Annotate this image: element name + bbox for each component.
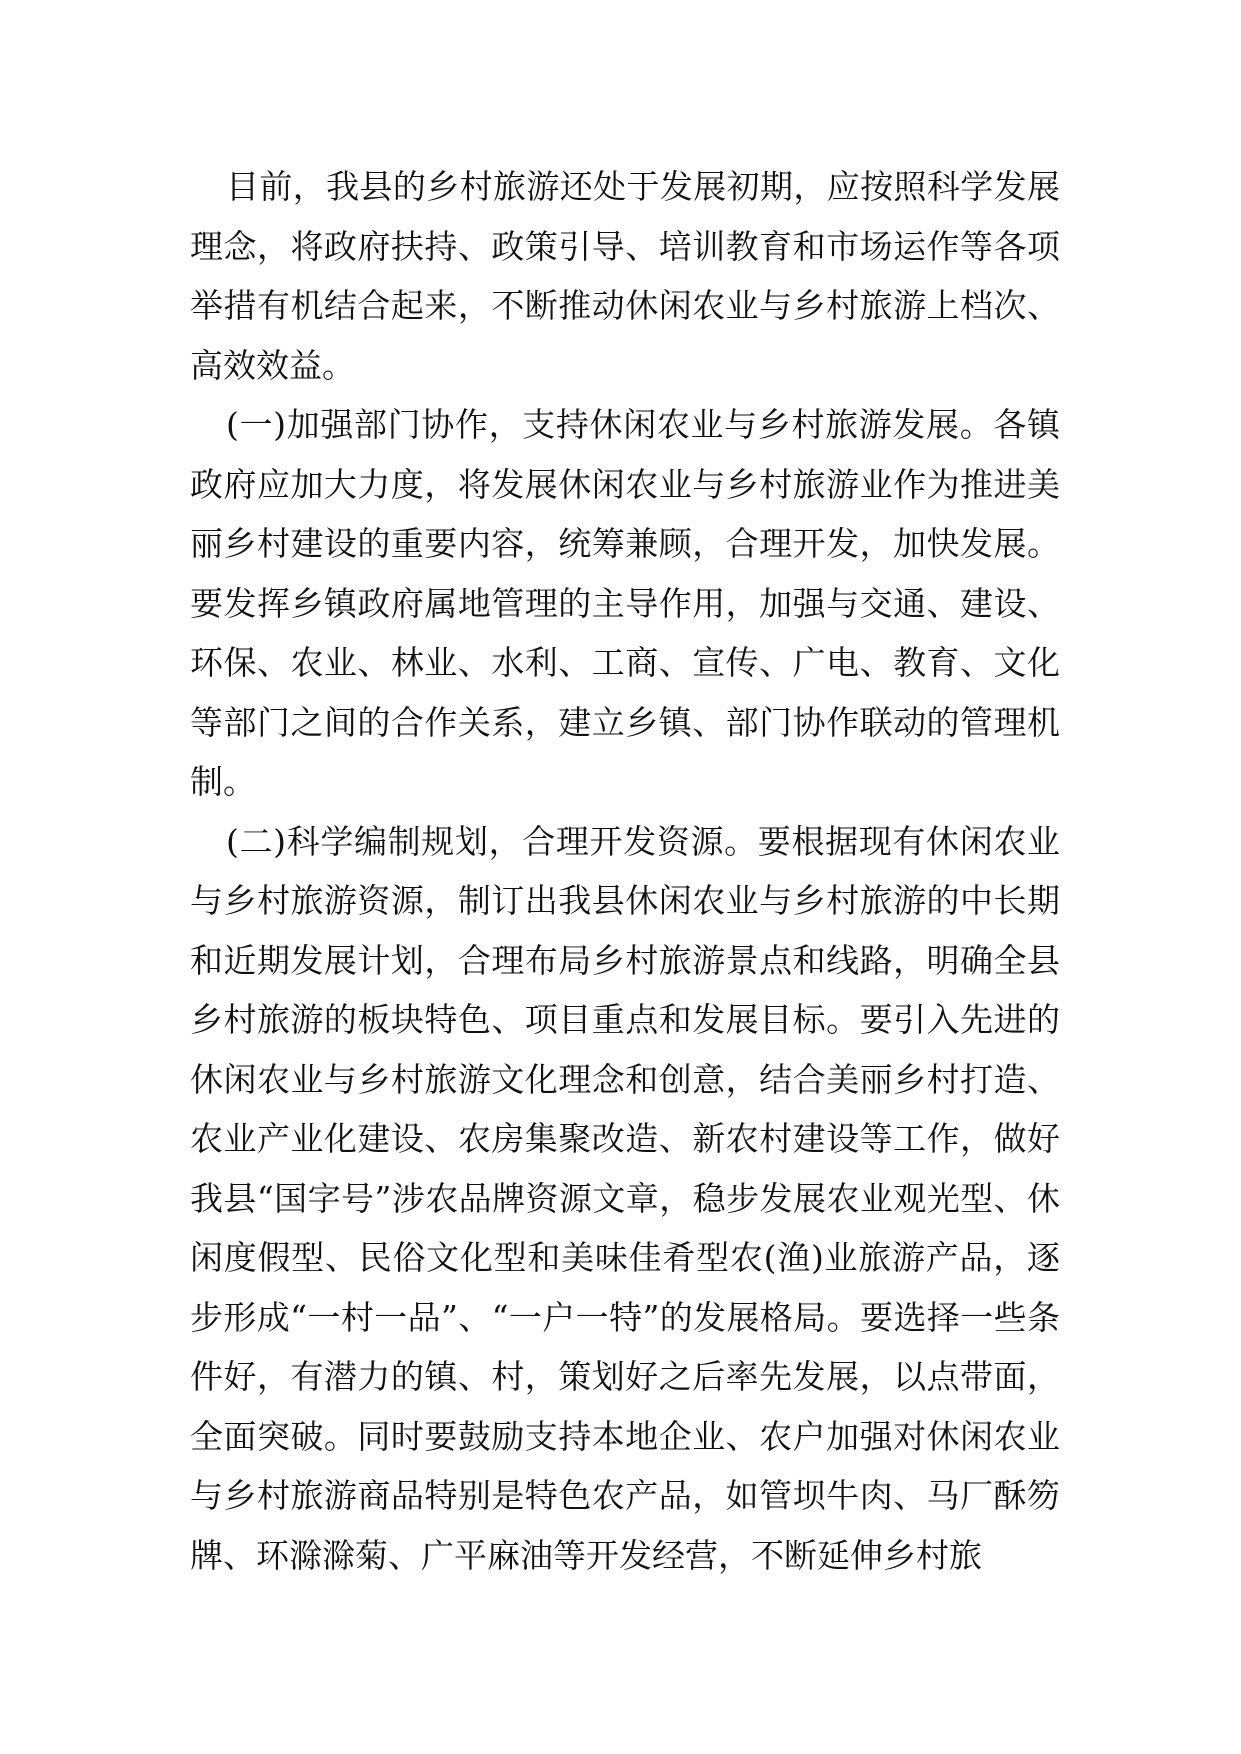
paragraph-intro: 目前，我县的乡村旅游还处于发展初期，应按照科学发展理念，将政府扶持、政策引导、培训教育和市场运作等各项举措有机结合起来，不断推动休闲农业与乡村旅游上档次、高效效益。 [190,167,1060,385]
paragraph-section-1: (一)加强部门协作，支持休闲农业与乡村旅游发展。各镇政府应加大力度，将发展休闲农业与乡村旅游业作为推进美丽乡村建设的重要内容，统筹兼顾，合理开发，加快发展。要发挥乡镇政府属地管理的主导作用，加强与交通、建设、环保、农业、林业、水利、工商、宣传、广电、教育、文化等部门之间的合作关系，建立乡镇、部门协作联动的管理机制。 [190,405,1060,801]
paragraph-section-2: (二)科学编制规划，合理开发资源。要根据现有休闲农业与乡村旅游资源，制订出我县休闲农业与乡村旅游的中长期和近期发展计划，合理布局乡村旅游景点和线路，明确全县乡村旅游的板块特色、项目重点和发展目标。要引入先进的休闲农业与乡村旅游文化理念和创意，结合美丽乡村打造、农业产业化建设、农房集聚改造、新农村建设等工作，做好我县“国字号”涉农品牌资源文章，稳步发展农业观光型、休闲度假型、民俗文化型和美味佳肴型农(渔)业旅游产品，逐步形成“一村一品”、“一户一特”的发展格局。要选择一些条件好，有潜力的镇、村，策划好之后率先发展，以点带面，全面突破。同时要鼓励支持本地企业、农户加强对休闲农业与乡村旅游商品特别是特色农产品，如管坝牛肉、马厂酥笏牌、环滁滁菊、广平麻油等开发经营，不断延伸乡村旅 [190,821,1060,1575]
body-text [190,157,1060,1585]
